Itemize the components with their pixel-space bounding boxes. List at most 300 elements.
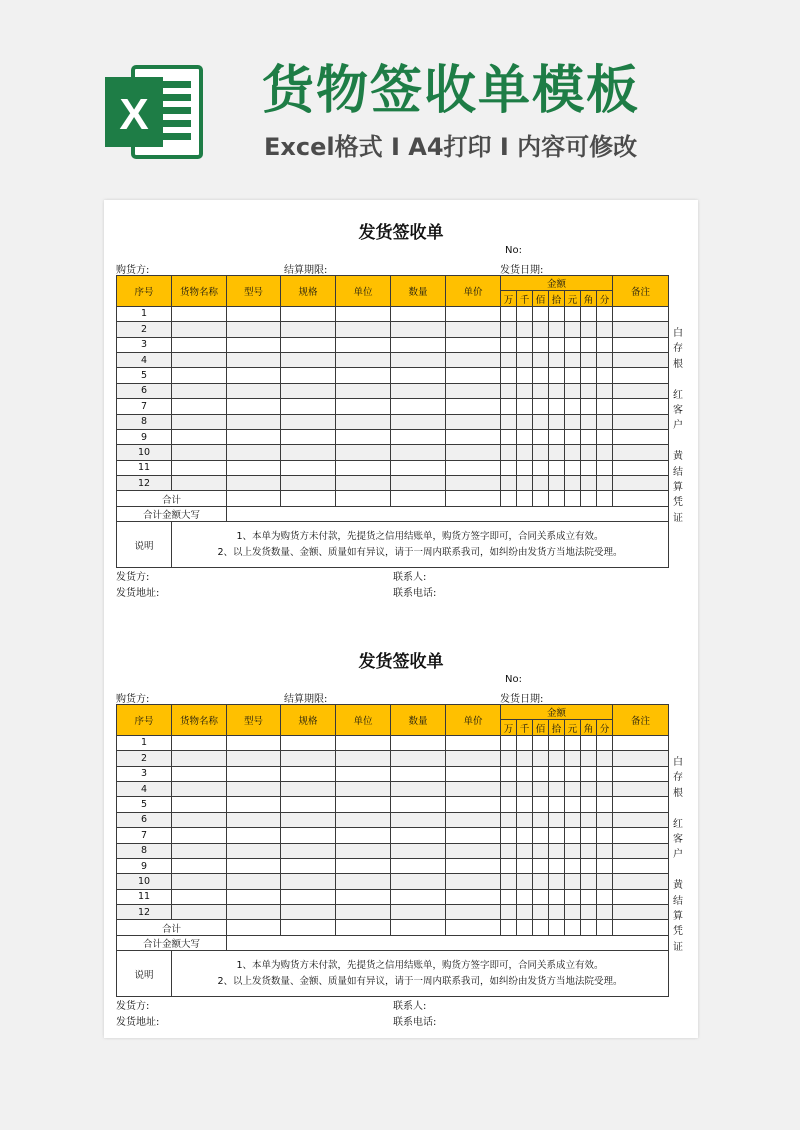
table-cell[interactable] [281, 368, 336, 383]
table-cell[interactable] [227, 781, 281, 796]
table-cell[interactable] [281, 735, 336, 750]
table-cell[interactable] [281, 445, 336, 460]
table-cell[interactable] [172, 812, 227, 827]
table-cell[interactable] [446, 797, 501, 812]
table-cell[interactable] [227, 751, 281, 766]
table-cell[interactable] [565, 383, 581, 398]
table-cell[interactable] [565, 352, 581, 367]
table-cell[interactable] [549, 781, 565, 796]
table-cell[interactable] [227, 812, 281, 827]
table-cell[interactable] [533, 735, 549, 750]
table-cell[interactable] [172, 735, 227, 750]
table-cell[interactable] [391, 812, 446, 827]
table-cell[interactable] [336, 429, 391, 444]
table-cell[interactable] [281, 460, 336, 475]
table-cell[interactable] [613, 843, 669, 858]
table-cell[interactable] [581, 751, 597, 766]
table-cell[interactable] [581, 352, 597, 367]
table-cell[interactable] [597, 368, 613, 383]
table-cell[interactable] [581, 476, 597, 491]
table-cell[interactable] [597, 735, 613, 750]
table-cell[interactable] [597, 352, 613, 367]
table-cell[interactable] [533, 828, 549, 843]
table-cell[interactable] [501, 843, 517, 858]
table-cell[interactable] [501, 781, 517, 796]
table-cell[interactable] [549, 766, 565, 781]
table-cell[interactable] [597, 843, 613, 858]
table-cell[interactable] [501, 429, 517, 444]
table-cell[interactable] [391, 414, 446, 429]
table-cell[interactable] [281, 476, 336, 491]
table-cell[interactable] [565, 429, 581, 444]
table-cell[interactable] [336, 781, 391, 796]
table-cell[interactable] [565, 460, 581, 475]
table-cell[interactable] [501, 905, 517, 920]
table-cell[interactable] [533, 905, 549, 920]
table-cell[interactable] [549, 874, 565, 889]
table-cell[interactable] [581, 306, 597, 321]
table-cell[interactable] [446, 476, 501, 491]
table-cell[interactable] [281, 429, 336, 444]
table-cell[interactable] [227, 368, 281, 383]
table-cell[interactable] [501, 460, 517, 475]
table-cell[interactable] [581, 429, 597, 444]
table-cell[interactable] [172, 445, 227, 460]
table-cell[interactable] [501, 322, 517, 337]
table-cell[interactable] [391, 445, 446, 460]
table-cell[interactable] [446, 460, 501, 475]
table-cell[interactable] [281, 383, 336, 398]
table-cell[interactable] [533, 858, 549, 873]
table-cell[interactable] [227, 905, 281, 920]
table-cell[interactable] [446, 368, 501, 383]
table-cell[interactable] [501, 368, 517, 383]
table-cell[interactable] [501, 858, 517, 873]
table-cell[interactable] [533, 322, 549, 337]
table-cell[interactable] [391, 828, 446, 843]
table-cell[interactable] [613, 445, 669, 460]
table-cell[interactable] [446, 414, 501, 429]
table-cell[interactable] [533, 843, 549, 858]
table-cell[interactable] [581, 322, 597, 337]
table-cell[interactable] [613, 797, 669, 812]
table-cell[interactable] [336, 337, 391, 352]
table-cell[interactable] [581, 445, 597, 460]
table-cell[interactable] [533, 460, 549, 475]
table-cell[interactable] [533, 812, 549, 827]
table-cell[interactable] [446, 905, 501, 920]
table-cell[interactable] [227, 306, 281, 321]
table-cell[interactable] [446, 383, 501, 398]
table-cell[interactable] [597, 874, 613, 889]
table-cell[interactable] [336, 735, 391, 750]
table-cell[interactable] [613, 383, 669, 398]
table-cell[interactable] [533, 781, 549, 796]
table-cell[interactable] [501, 337, 517, 352]
table-cell[interactable] [391, 766, 446, 781]
table-cell[interactable] [613, 429, 669, 444]
table-cell[interactable] [336, 874, 391, 889]
table-cell[interactable] [517, 352, 533, 367]
table-cell[interactable] [549, 337, 565, 352]
table-cell[interactable] [336, 751, 391, 766]
table-cell[interactable] [613, 352, 669, 367]
table-cell[interactable] [549, 797, 565, 812]
total-caps-value[interactable] [227, 935, 669, 950]
table-cell[interactable] [581, 399, 597, 414]
table-cell[interactable] [281, 306, 336, 321]
table-cell[interactable] [517, 797, 533, 812]
table-cell[interactable] [501, 476, 517, 491]
table-cell[interactable] [565, 858, 581, 873]
table-cell[interactable] [613, 322, 669, 337]
table-cell[interactable] [446, 828, 501, 843]
table-cell[interactable] [172, 797, 227, 812]
table-cell[interactable] [549, 476, 565, 491]
table-cell[interactable] [336, 858, 391, 873]
table-cell[interactable] [549, 889, 565, 904]
table-cell[interactable] [565, 828, 581, 843]
table-cell[interactable] [281, 352, 336, 367]
table-cell[interactable] [581, 766, 597, 781]
table-cell[interactable] [533, 352, 549, 367]
table-cell[interactable] [597, 889, 613, 904]
table-cell[interactable] [597, 445, 613, 460]
table-cell[interactable] [533, 766, 549, 781]
table-cell[interactable] [565, 414, 581, 429]
table-cell[interactable] [533, 445, 549, 460]
table-cell[interactable] [391, 889, 446, 904]
table-cell[interactable] [446, 781, 501, 796]
table-cell[interactable] [597, 322, 613, 337]
table-cell[interactable] [533, 797, 549, 812]
table-cell[interactable] [391, 858, 446, 873]
table-cell[interactable] [613, 368, 669, 383]
table-cell[interactable] [549, 735, 565, 750]
table-cell[interactable] [597, 337, 613, 352]
table-cell[interactable] [281, 843, 336, 858]
table-cell[interactable] [391, 843, 446, 858]
table-cell[interactable] [336, 828, 391, 843]
table-cell[interactable] [227, 399, 281, 414]
table-cell[interactable] [391, 306, 446, 321]
table-cell[interactable] [281, 828, 336, 843]
table-cell[interactable] [565, 399, 581, 414]
table-cell[interactable] [517, 429, 533, 444]
table-cell[interactable] [517, 843, 533, 858]
table-cell[interactable] [565, 812, 581, 827]
table-cell[interactable] [517, 766, 533, 781]
table-cell[interactable] [336, 414, 391, 429]
table-cell[interactable] [581, 414, 597, 429]
table-cell[interactable] [227, 843, 281, 858]
table-cell[interactable] [613, 905, 669, 920]
table-cell[interactable] [227, 460, 281, 475]
table-cell[interactable] [517, 858, 533, 873]
table-cell[interactable] [581, 843, 597, 858]
table-cell[interactable] [517, 460, 533, 475]
table-cell[interactable] [172, 889, 227, 904]
table-cell[interactable] [336, 460, 391, 475]
table-cell[interactable] [533, 368, 549, 383]
table-cell[interactable] [565, 905, 581, 920]
table-cell[interactable] [597, 383, 613, 398]
table-cell[interactable] [549, 383, 565, 398]
table-cell[interactable] [391, 322, 446, 337]
table-cell[interactable] [446, 843, 501, 858]
table-cell[interactable] [581, 905, 597, 920]
table-cell[interactable] [517, 476, 533, 491]
table-cell[interactable] [597, 812, 613, 827]
total-caps-value[interactable] [227, 506, 669, 521]
table-cell[interactable] [391, 735, 446, 750]
table-cell[interactable] [597, 905, 613, 920]
table-cell[interactable] [446, 858, 501, 873]
table-cell[interactable] [172, 905, 227, 920]
table-cell[interactable] [391, 460, 446, 475]
table-cell[interactable] [597, 781, 613, 796]
table-cell[interactable] [281, 812, 336, 827]
table-cell[interactable] [517, 306, 533, 321]
table-cell[interactable] [597, 414, 613, 429]
table-cell[interactable] [501, 383, 517, 398]
table-cell[interactable] [227, 766, 281, 781]
table-cell[interactable] [391, 399, 446, 414]
table-cell[interactable] [517, 322, 533, 337]
table-cell[interactable] [172, 368, 227, 383]
table-cell[interactable] [581, 812, 597, 827]
table-cell[interactable] [227, 889, 281, 904]
table-cell[interactable] [172, 414, 227, 429]
table-cell[interactable] [172, 828, 227, 843]
table-cell[interactable] [533, 306, 549, 321]
table-cell[interactable] [597, 751, 613, 766]
table-cell[interactable] [391, 751, 446, 766]
table-cell[interactable] [581, 460, 597, 475]
table-cell[interactable] [391, 905, 446, 920]
table-cell[interactable] [549, 905, 565, 920]
table-cell[interactable] [336, 812, 391, 827]
table-cell[interactable] [533, 429, 549, 444]
table-cell[interactable] [172, 337, 227, 352]
table-cell[interactable] [597, 429, 613, 444]
table-cell[interactable] [533, 414, 549, 429]
table-cell[interactable] [336, 383, 391, 398]
table-cell[interactable] [565, 368, 581, 383]
table-cell[interactable] [613, 399, 669, 414]
table-cell[interactable] [549, 414, 565, 429]
table-cell[interactable] [172, 429, 227, 444]
table-cell[interactable] [581, 797, 597, 812]
table-cell[interactable] [613, 337, 669, 352]
table-cell[interactable] [227, 445, 281, 460]
table-cell[interactable] [565, 781, 581, 796]
table-cell[interactable] [227, 337, 281, 352]
table-cell[interactable] [613, 414, 669, 429]
table-cell[interactable] [549, 812, 565, 827]
table-cell[interactable] [172, 383, 227, 398]
table-cell[interactable] [517, 812, 533, 827]
table-cell[interactable] [565, 889, 581, 904]
table-cell[interactable] [581, 858, 597, 873]
table-cell[interactable] [172, 399, 227, 414]
table-cell[interactable] [549, 828, 565, 843]
table-cell[interactable] [172, 843, 227, 858]
table-cell[interactable] [281, 889, 336, 904]
table-cell[interactable] [565, 766, 581, 781]
table-cell[interactable] [501, 399, 517, 414]
table-cell[interactable] [549, 843, 565, 858]
table-cell[interactable] [549, 399, 565, 414]
table-cell[interactable] [581, 337, 597, 352]
table-cell[interactable] [336, 843, 391, 858]
table-cell[interactable] [446, 352, 501, 367]
table-cell[interactable] [549, 751, 565, 766]
table-cell[interactable] [517, 445, 533, 460]
table-cell[interactable] [597, 766, 613, 781]
table-cell[interactable] [227, 476, 281, 491]
table-cell[interactable] [172, 751, 227, 766]
table-cell[interactable] [281, 874, 336, 889]
table-cell[interactable] [533, 399, 549, 414]
table-cell[interactable] [501, 352, 517, 367]
table-cell[interactable] [446, 429, 501, 444]
table-cell[interactable] [501, 766, 517, 781]
table-cell[interactable] [597, 828, 613, 843]
table-cell[interactable] [597, 476, 613, 491]
table-cell[interactable] [281, 414, 336, 429]
table-cell[interactable] [517, 874, 533, 889]
table-cell[interactable] [613, 460, 669, 475]
table-cell[interactable] [172, 874, 227, 889]
table-cell[interactable] [565, 751, 581, 766]
table-cell[interactable] [446, 399, 501, 414]
table-cell[interactable] [613, 781, 669, 796]
table-cell[interactable] [517, 383, 533, 398]
table-cell[interactable] [172, 460, 227, 475]
table-cell[interactable] [581, 368, 597, 383]
table-cell[interactable] [581, 781, 597, 796]
table-cell[interactable] [517, 889, 533, 904]
table-cell[interactable] [446, 874, 501, 889]
table-cell[interactable] [565, 476, 581, 491]
table-cell[interactable] [517, 781, 533, 796]
table-cell[interactable] [281, 337, 336, 352]
table-cell[interactable] [597, 460, 613, 475]
table-cell[interactable] [549, 445, 565, 460]
table-cell[interactable] [565, 843, 581, 858]
table-cell[interactable] [613, 766, 669, 781]
table-cell[interactable] [227, 735, 281, 750]
table-cell[interactable] [613, 476, 669, 491]
table-cell[interactable] [227, 383, 281, 398]
table-cell[interactable] [336, 399, 391, 414]
table-cell[interactable] [336, 322, 391, 337]
table-cell[interactable] [336, 476, 391, 491]
table-cell[interactable] [281, 905, 336, 920]
table-cell[interactable] [597, 399, 613, 414]
table-cell[interactable] [336, 306, 391, 321]
table-cell[interactable] [336, 352, 391, 367]
table-cell[interactable] [227, 858, 281, 873]
table-cell[interactable] [501, 874, 517, 889]
table-cell[interactable] [172, 322, 227, 337]
table-cell[interactable] [227, 429, 281, 444]
table-cell[interactable] [597, 306, 613, 321]
table-cell[interactable] [391, 337, 446, 352]
table-cell[interactable] [533, 476, 549, 491]
table-cell[interactable] [533, 337, 549, 352]
table-cell[interactable] [172, 306, 227, 321]
table-cell[interactable] [517, 905, 533, 920]
table-cell[interactable] [517, 414, 533, 429]
table-cell[interactable] [227, 797, 281, 812]
table-cell[interactable] [581, 383, 597, 398]
table-cell[interactable] [172, 781, 227, 796]
table-cell[interactable] [391, 781, 446, 796]
table-cell[interactable] [446, 337, 501, 352]
table-cell[interactable] [336, 766, 391, 781]
table-cell[interactable] [533, 889, 549, 904]
table-cell[interactable] [581, 889, 597, 904]
table-cell[interactable] [391, 368, 446, 383]
table-cell[interactable] [336, 889, 391, 904]
table-cell[interactable] [391, 476, 446, 491]
table-cell[interactable] [281, 751, 336, 766]
table-cell[interactable] [533, 383, 549, 398]
table-cell[interactable] [517, 828, 533, 843]
table-cell[interactable] [613, 828, 669, 843]
table-cell[interactable] [549, 368, 565, 383]
table-cell[interactable] [613, 735, 669, 750]
table-cell[interactable] [613, 812, 669, 827]
table-cell[interactable] [613, 874, 669, 889]
table-cell[interactable] [549, 858, 565, 873]
table-cell[interactable] [501, 306, 517, 321]
table-cell[interactable] [549, 306, 565, 321]
table-cell[interactable] [549, 429, 565, 444]
table-cell[interactable] [172, 766, 227, 781]
table-cell[interactable] [446, 306, 501, 321]
table-cell[interactable] [446, 751, 501, 766]
table-cell[interactable] [446, 766, 501, 781]
table-cell[interactable] [391, 797, 446, 812]
table-cell[interactable] [227, 322, 281, 337]
table-cell[interactable] [391, 874, 446, 889]
table-cell[interactable] [501, 889, 517, 904]
table-cell[interactable] [533, 874, 549, 889]
table-cell[interactable] [501, 414, 517, 429]
table-cell[interactable] [613, 889, 669, 904]
table-cell[interactable] [597, 797, 613, 812]
table-cell[interactable] [517, 337, 533, 352]
table-cell[interactable] [391, 429, 446, 444]
table-cell[interactable] [565, 797, 581, 812]
table-cell[interactable] [227, 352, 281, 367]
table-cell[interactable] [501, 828, 517, 843]
table-cell[interactable] [517, 735, 533, 750]
table-cell[interactable] [446, 322, 501, 337]
table-cell[interactable] [565, 735, 581, 750]
table-cell[interactable] [613, 306, 669, 321]
table-cell[interactable] [517, 368, 533, 383]
table-cell[interactable] [336, 368, 391, 383]
table-cell[interactable] [549, 322, 565, 337]
table-cell[interactable] [581, 735, 597, 750]
table-cell[interactable] [227, 874, 281, 889]
table-cell[interactable] [597, 858, 613, 873]
table-cell[interactable] [517, 399, 533, 414]
